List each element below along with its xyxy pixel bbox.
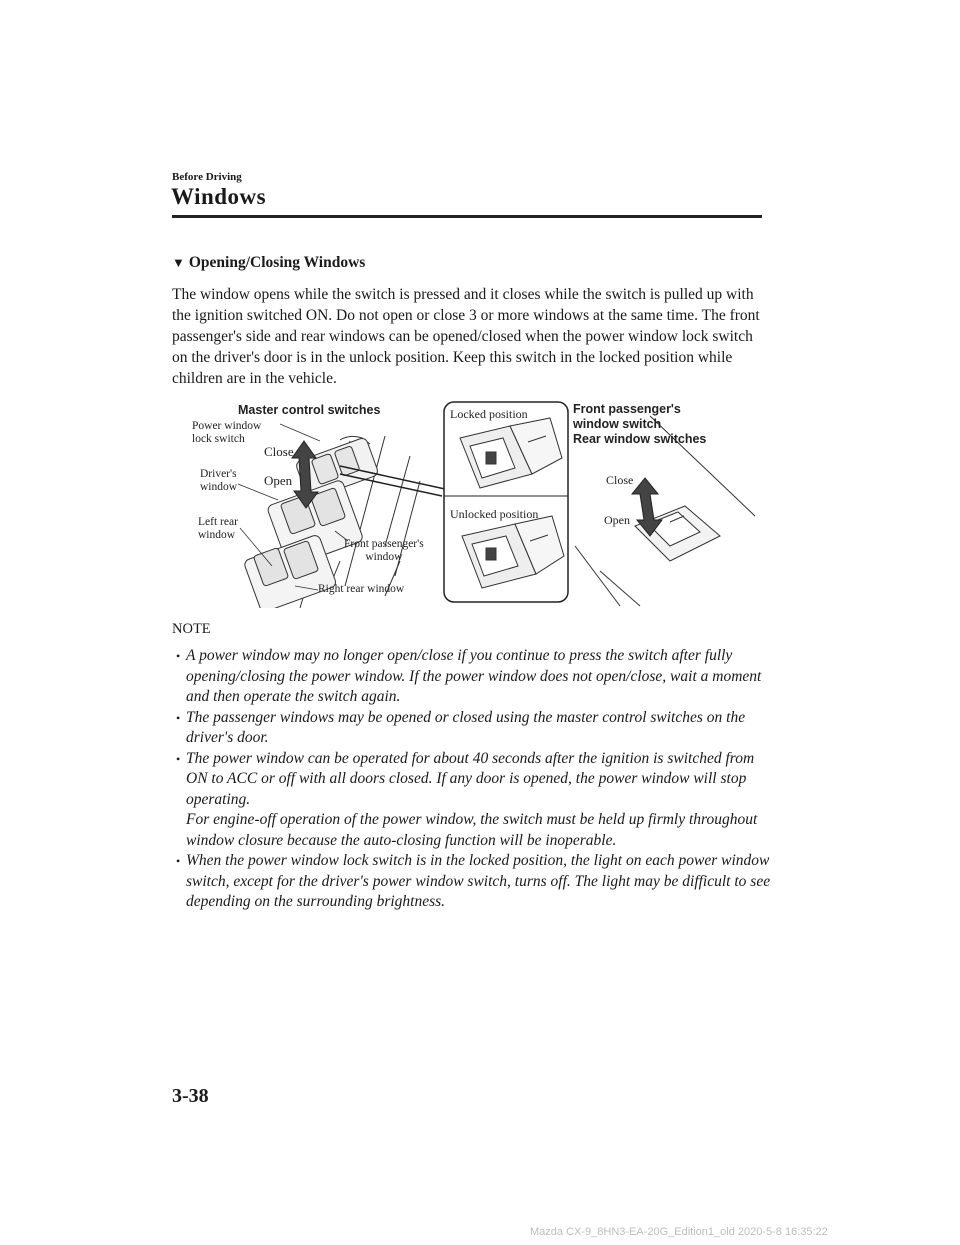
note-list: [172, 646, 772, 913]
front-passengers-window-label: Front passenger's window: [344, 538, 424, 563]
right-rear-window-label: Right rear window: [318, 583, 405, 595]
open-label: Open: [264, 473, 293, 488]
note-text: The passenger windows may be opened or closed using the master control switches on the driver's door.: [186, 708, 746, 746]
window-switch-illustration: [180, 396, 780, 608]
note-text: The power window can be operated for about 40 seconds after the ignition is switched from ON to ACC or off with all doors closed. If any door is opened, the power window will stop operating.: [186, 749, 755, 808]
close-label: Close: [264, 444, 294, 459]
section-label: Before Driving: [172, 171, 242, 183]
front-passenger-switch-label: Front passenger's window switch Rear window switches: [573, 402, 707, 446]
subsection-title: Opening/Closing Windows: [188, 254, 366, 271]
note-item: [172, 749, 772, 852]
master-control-label: Master control switches: [238, 403, 381, 417]
note-item: [172, 708, 772, 749]
note-text: A power window may no longer open/close if you continue to press the switch after fully opening/closing the power window. If the power window does not open/close, wait a moment and then operate the switch again.: [186, 647, 762, 705]
note-item: [172, 851, 772, 913]
power-window-lock-label: Power window lock switch: [192, 420, 262, 445]
note-text: When the power window lock switch is in the locked position, the light on each power window switch, except for the driver's power window switch, turns off. The light may be difficult to see depending on the surrounding brightness.: [186, 852, 771, 910]
drivers-window-label: Driver's window: [200, 468, 238, 493]
open-label-right: Open: [604, 513, 630, 527]
left-rear-window-label: Left rear window: [198, 516, 238, 541]
title-rule: [172, 215, 762, 218]
footer-watermark: Mazda CX-9_8HN3-EA-20G_Edition1_old 2020-5-8 16:35:22: [530, 1226, 828, 1238]
note-item: [172, 646, 772, 708]
page-number: 3-38: [172, 1085, 209, 1107]
bullet-icon: •: [176, 710, 181, 725]
page-title: Windows: [171, 184, 267, 209]
note-text-extra: For engine-off operation of the power window, the switch must be held up firmly throughout window closure because the auto-closing function will be inoperable.: [186, 811, 758, 849]
body-paragraph: The window opens while the switch is pressed and it closes while the switch is pulled up with the ignition switched ON. Do not open or close 3 or more windows at the same time. The front passenger's side and rear windows can be opened/closed when the power window lock switch on the driver's door is in the unlock position. Keep this switch in the locked position while children are in the vehicle.: [172, 286, 760, 387]
locked-position-label: Locked position: [450, 407, 528, 421]
bullet-icon: •: [176, 649, 181, 663]
bullet-icon: •: [176, 751, 181, 766]
unlocked-position-label: Unlocked position: [450, 507, 539, 521]
close-label-right: Close: [606, 473, 634, 487]
subsection-heading: [172, 254, 365, 272]
bullet-icon: •: [176, 854, 181, 868]
triangle-marker-icon: ▼: [172, 255, 185, 270]
note-heading: NOTE: [172, 621, 211, 637]
